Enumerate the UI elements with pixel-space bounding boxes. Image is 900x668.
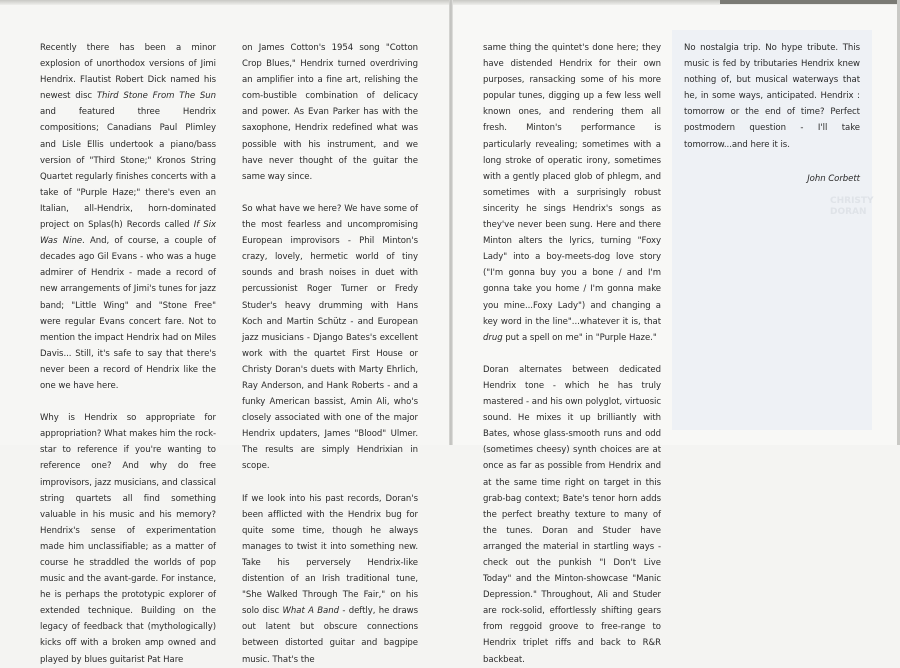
text-column-2 [242, 40, 418, 668]
emphasis: drug [483, 332, 503, 343]
paragraph: Recently there has been a minor explosion of unorthodox versions of Jimi Hendrix. Flautist Robert Dick named his newest disc Third Stone From The Sun and featured three Hendrix compositions; Canadians Paul Plimley and Lisle Ellis undertook a piano/bass version of "Third Stone;" Kronos String Quartet regularly finishes concerts with a take of "Purple Haze;" there's even an Italian, all-Hendrix, horn-dominated project on Splas(h) Records called If Six Was Nine. And, of course, a couple of decades ago Gil Evans - who was a huge admirer of Hendrix - made a record of new arrangements of Jimi's tunes for jazz band; "Little Wing" and "Stone Free" were regular Evans concert fare. Not to mention the impact Hendrix had on Miles Davis... Still, it's safe to say that there's never been a record of Hendrix like the one we have here. [40, 43, 217, 391]
booklet-spine [449, 0, 453, 445]
text-column-4 [684, 40, 860, 187]
paragraph: on James Cotton's 1954 song "Cotton Crop Blues," Hendrix turned overdriving an amplifier into a fine art, relishing the com-bustible combination of delicacy and power. As Evan Parker has with the saxophone, Hendrix redefined what was possible with his instrument, and we have never thought of the guitar the same way since. [242, 43, 418, 182]
text-column-1 [40, 40, 216, 668]
paragraph: same thing the quintet's done here; they have distended Hendrix for their own purposes, ransacking some of his more popular tunes, digging up a few less well known ones, and rendering them all fresh. Minton's performance is particularly revealing; sometimes with a long stroke of operatic irony, sometimes with a gently placed glob of phlegm, and sometimes with a surprisingly robust sincerity he sings Hendrix's songs as they've never been sung. Here and there Minton alters the lyrics, turning "Foxy Lady" into a boy-meets-dog love story ("I'm gonna buy you a bone / and I'm gonna take you home / I'm gonna make you mine...Foxy Lady") and changing a key word in the line"...whatever it is, that drug put a spell on me" in "Purple Haze." [483, 43, 661, 343]
paragraph: If we look into his past records, Doran's been afflicted with the Hendrix bug for quite some time, though he always manages to twist it into something new. Take his perversely Hendrix-like distention of an Irish traditional tune, "She Walked Through The Fair," on his solo disc What A Band - deftly, he draws out latent but obscure connections between distorted guitar and bagpipe music. That's the [242, 493, 418, 665]
album-title: If Six Was Nine [40, 220, 217, 247]
show-through-text: CHRISTY DORAN [830, 196, 874, 217]
paragraph: Why is Hendrix so appropriate for appropriation? What makes him the rock-star to reference if you're wanting to reference one? And why do free improvisors, jazz musicians, and classical string quartets all find something valuable in his music and his memory? Hendrix's sense of experimentation made him unclassifiable; as a matter of course he straddled the worlds of pop music and the avant-garde. For instance, he is perhaps the prototypic explorer of extended technique. Building on the legacy of feedback that (mythologically) kicks off with a broken amp owned and played by blues guitarist Pat Hare [40, 413, 216, 665]
text-column-3 [483, 40, 661, 668]
album-title: What A Band [282, 606, 339, 617]
paragraph: No nostalgia trip. No hype tribute. This music is fed by tributaries Hendrix knew nothing of, but musical waterways that he, in some ways, anticipated. Hendrix : tomorrow or the end of time? Perfect postmodern question - I'll take tomorrow...and here it is. [684, 43, 860, 150]
paragraph: Doran alternates between dedicated Hendrix tone - which he has truly mastered - and his own polyglot, virtuosic sound. He mixes it up brilliantly with Bates, whose glass-smooth runs and odd (sometimes cheesy) synth choices are at once as far as possible from Hendrix and at the same time right on target in this grab-bag context; Bate's tenor horn adds the perfect breathy texture to many of the tunes. Doran and Studer have arranged the material in startling ways - check out the punkish "I Don't Live Today" and the Minton-showcase "Manic Depression." Throughout, Ali and Studer are rock-solid, effortlessly shifting gears from reggoid groove to free-range to Hendrix triplet riffs and back to R&R backbeat. [483, 364, 661, 665]
author-signature: John Corbett [807, 173, 860, 184]
paragraph: So what have we here? We have some of the most fearless and uncompromising European improvisors - Phil Minton's crazy, lovely, hermetic world of tiny sounds and brash noises in duet with percussionist Roger Turner or Fredy Studer's heavy drumming with Hans Koch and Martin Schütz - and European jazz musicians - Django Bates's excellent work with the quartet First House or Christy Doran's duets with Marty Ehrlich, Ray Anderson, and Hank Roberts - and a funky American bassist, Amin Ali, who's closely associated with one of the major Hendrix updaters, James "Blood" Ulmer. The results are simply Hendrixian in scope. [242, 203, 418, 472]
top-edge-dark [720, 0, 900, 4]
album-title: Third Stone From The Sun [96, 91, 216, 102]
